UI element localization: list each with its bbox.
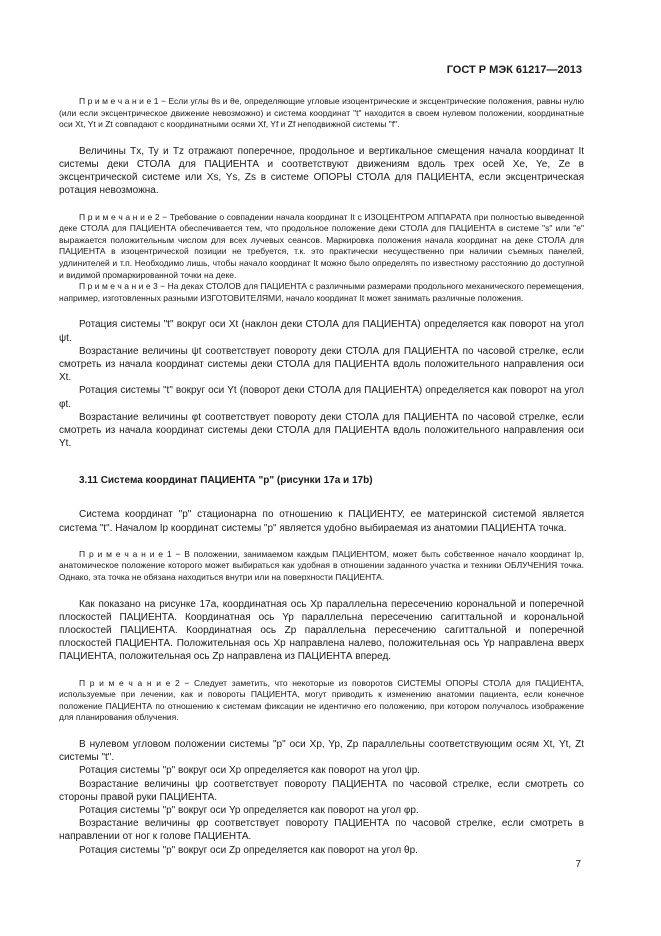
body-paragraph: Возрастание величины φt соответствует повороту деки СТОЛА для ПАЦИЕНТА по часовой стрелке, если смотреть из начала координат системы деки СТОЛА для ПАЦИЕНТА вдоль положительного направления оси Yt. (59, 411, 584, 450)
note-text: − На деках СТОЛОВ для ПАЦИЕНТА с различными размерами продольного механического перемещения, например, изготовленных разными ИЗГОТОВИТЕЛЯМИ, начало координат It может занимать различные положения. (59, 281, 585, 303)
body-paragraph: Возрастание величины ψp соответствует повороту ПАЦИЕНТА по часовой стрелке, если смотреть со стороны правой руки ПАЦИЕНТА. (59, 778, 584, 803)
body-paragraph: Ротация системы "p" вокруг оси Zp определяется как поворот на угол θp. (79, 844, 418, 856)
note-label: П р и м е ч а н и е 2 (79, 211, 160, 222)
body-paragraph: Ротация системы "p" вокруг оси Yp определяется как поворот на угол φp. (79, 804, 419, 816)
document-header: ГОСТ Р МЭК 61217—2013 (446, 64, 582, 76)
document-body (59, 96, 584, 857)
note-text: − Требование о совпадении начала координат It с ИЗОЦЕНТРОМ АППАРАТА при полностью выведенной деке СТОЛА для ПАЦИЕНТА обеспечивается тем, что продольное положение деки СТОЛА для ПАЦИЕНТА в системе "s" или "e" выражается положительным числом для всех лучевых сеансов. Маркировка положения начала координат на деке СТОЛА для ПАЦИЕНТА в изоцентрической позиции не требуется, т.к. это практически несущественно при наличии съемных панелей, удлинителей и т.п. Необходимо лишь, чтобы начало координат It можно было определять по известному расстоянию до доступной и видимой промаркированной точки на деке. (59, 211, 584, 280)
note-label: П р и м е ч а н и е 2 (79, 677, 180, 688)
note-paragraph (59, 549, 584, 584)
body-paragraph: Величины Tx, Ty и Tz отражают поперечное, продольное и вертикальное смещения начала координат It системы деки СТОЛА для ПАЦИЕНТА и соответствуют движениям вдоль трех осей Xe, Ye, Ze в эксцентрической системе или Xs, Ys, Zs в системе ОПОРЫ СТОЛА для ПАЦИЕНТА, если эксцентрическая ротация невозможна. (59, 145, 584, 197)
section-heading: 3.11 Система координат ПАЦИЕНТА "p" (рисунки 17a и 17b) (79, 475, 373, 487)
body-paragraph: Как показано на рисунке 17a, координатная ось Xp параллельна пересечению корональной и поперечной плоскостей ПАЦИЕНТА. Координатная ось Yp параллельна пересечению сагиттальной и корональной плоскостей ПАЦИЕНТА. Координатная ось Zp параллельна пересечению сагиттальной и поперечной плоскостей ПАЦИЕНТА. Положительная ось Xp направлена налево, положительная ось Yp направлена вверх ПАЦИЕНТА, положительная ось Zp направлена из ПАЦИЕНТА вперед. (59, 598, 584, 663)
note-paragraph (59, 96, 584, 131)
note-label: П р и м е ч а н и е 1 (79, 96, 159, 106)
note-paragraph (59, 212, 584, 282)
body-paragraph: Ротация системы "t" вокруг оси Xt (наклон деки СТОЛА для ПАЦИЕНТА) определяется как поворот на угол ψt. (59, 319, 584, 344)
note-label: П р и м е ч а н и е 3 (79, 281, 158, 292)
page-number: 7 (575, 859, 581, 870)
note-paragraph (59, 678, 584, 724)
note-text: − Следует заметить, что некоторые из поворотов СИСТЕМЫ ОПОРЫ СТОЛА для ПАЦИЕНТА, используемые при лечении, как и повороты ПАЦИЕНТА, могут приводить к изменению анатомии пациента, если конечное положение ПАЦИЕНТА по отношению к системам фиксации не идентично его положению, при котором получалось изображение для планирования облучения. (59, 677, 585, 723)
note-paragraph (59, 281, 584, 304)
note-text: − Если углы θs и θe, определяющие угловые изоцентрические и эксцентрические положения, равны нулю (или если эксцентрическое движение невозможно) и система координат "t" находится в своем нулевом положении, координатные оси Xt, Yt и Zt совпадают с координатными осями Xf, Yf и Zf неподвижной системы "f". (59, 96, 584, 130)
note-label: П р и м е ч а н и е 1 (79, 548, 172, 559)
note-text: − В положении, занимаемом каждым ПАЦИЕНТОМ, может быть собственное начало координат Ip, анатомическое положение которого может выбираться как удобная в отношении заданного участка и техники ОБЛУЧЕНИЯ точка. Однако, эта точка не обязана находиться внутри или на поверхности ПАЦИЕНТА. (59, 548, 585, 582)
body-paragraph: В нулевом угловом положении системы "p" оси Xp, Yp, Zp параллельны соответствующим осям Xt, Yt, Zt системы "t". (59, 738, 584, 764)
body-paragraph: Система координат "p" стационарна по отношению к ПАЦИЕНТУ, ее материнской системой является система "t". Началом Ip координат системы "p" является удобно выбираемая из анатомии ПАЦИЕНТА точка. (59, 509, 584, 534)
body-paragraph: Ротация системы "p" вокруг оси Xp определяется как поворот на угол ψp. (79, 765, 421, 777)
body-paragraph: Возрастание величины ψt соответствует повороту деки СТОЛА для ПАЦИЕНТА по часовой стрелке, если смотреть из начала координат системы деки СТОЛА для ПАЦИЕНТА вдоль положительного направления оси Xt. (59, 345, 584, 384)
body-paragraph: Возрастание величины φp соответствует повороту ПАЦИЕНТА по часовой стрелке, если смотреть в направлении от ног к голове ПАЦИЕНТА. (59, 818, 584, 843)
body-paragraph: Ротация системы "t" вокруг оси Yt (поворот деки СТОЛА для ПАЦИЕНТА) определяется как поворот на угол φt. (59, 385, 584, 410)
